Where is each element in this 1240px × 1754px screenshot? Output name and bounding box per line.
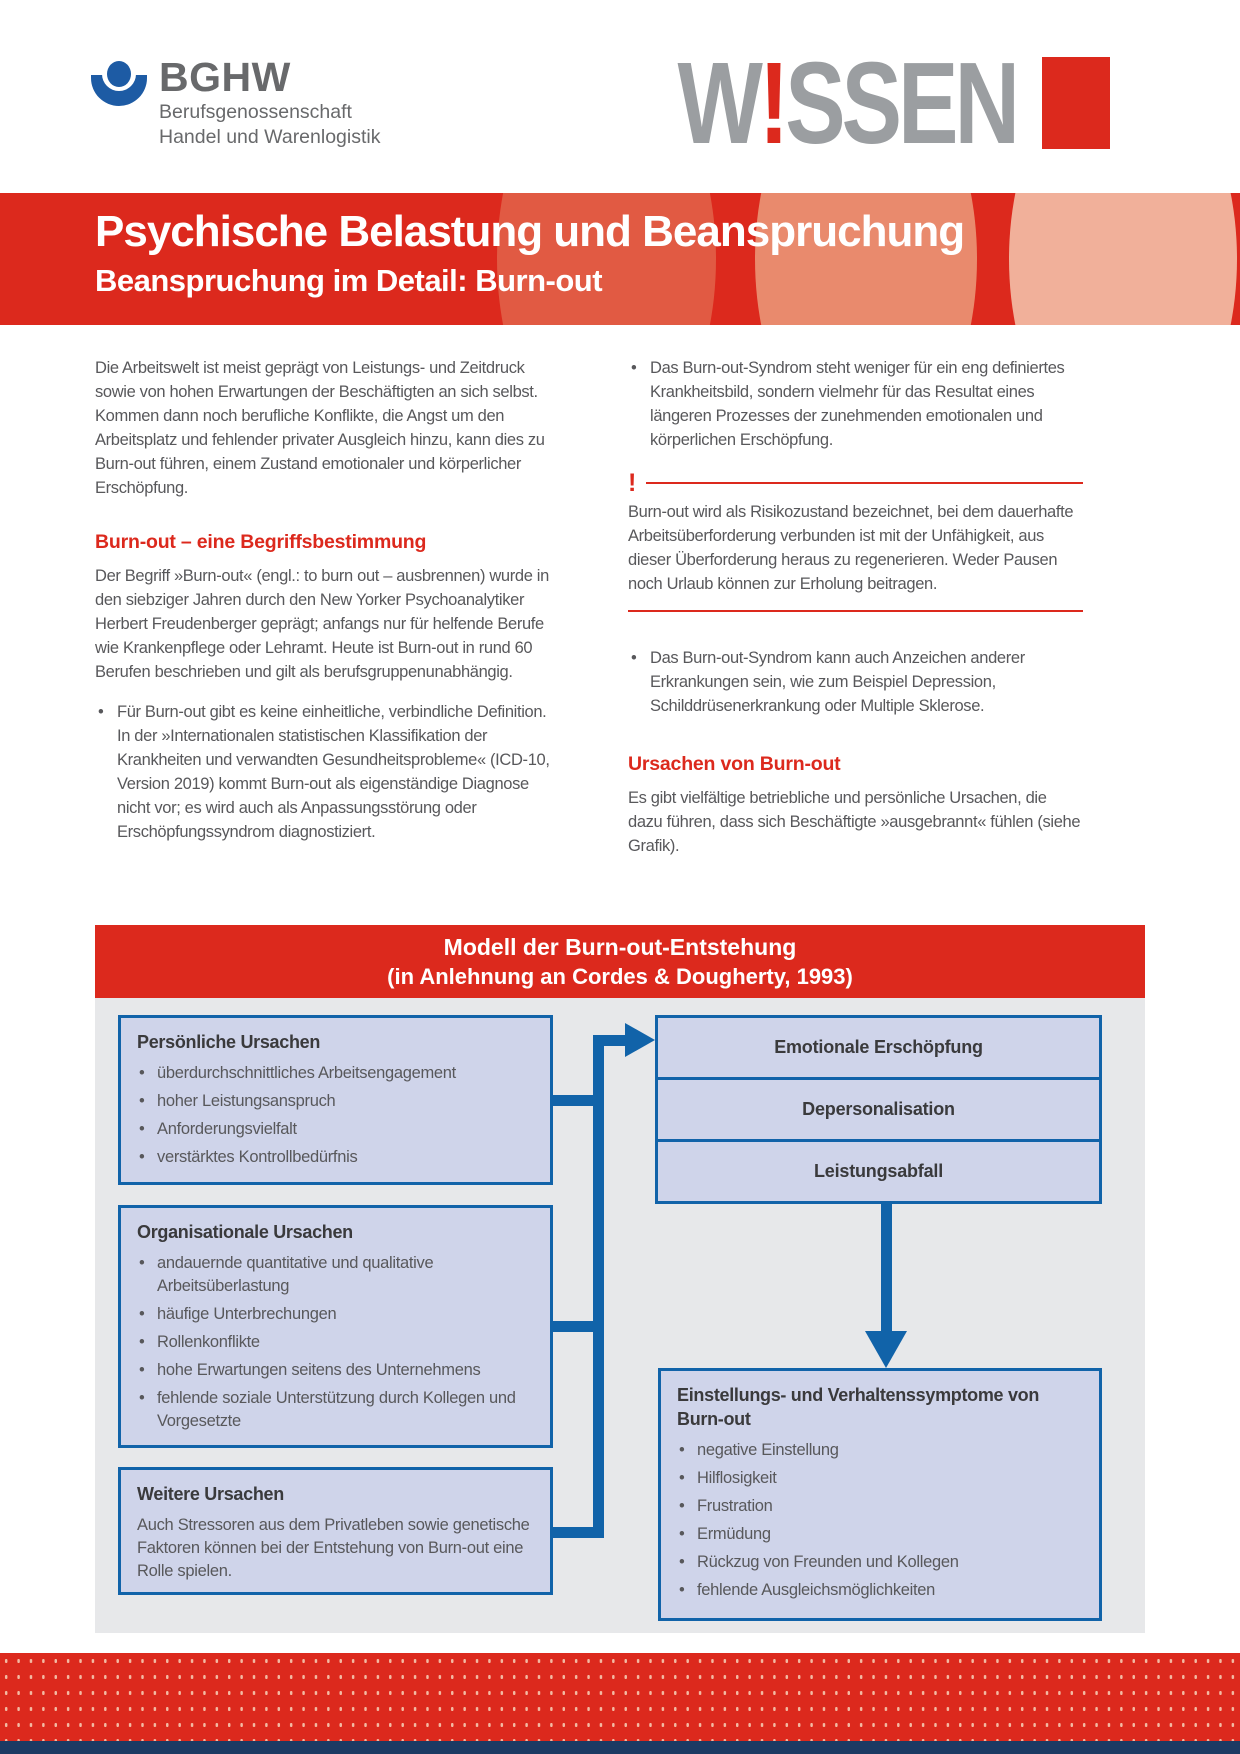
wissen-exclamation: !: [758, 38, 786, 168]
diagram-box-personal-causes: [118, 1015, 553, 1185]
box-title: Einstellungs- und Verhaltenssymptome von Burn-out: [677, 1385, 1040, 1429]
list-item: • Ermüdung: [677, 1523, 1083, 1546]
wissen-part1: W: [677, 38, 759, 168]
left-column: [95, 356, 550, 858]
syndrome-bullet-list: [628, 356, 1083, 452]
banner-circle-3: [1009, 193, 1237, 325]
diagram-box-organisational-causes: [118, 1205, 553, 1448]
list-item: • verstärktes Kontrollbedürfnis: [137, 1146, 534, 1169]
wissen-red-square: [1042, 57, 1110, 149]
callout-header: [628, 469, 1083, 497]
box-text: Auch Stressoren aus dem Privatleben sowie genetische Faktoren können bei der Entstehung von Burn-out eine Rolle spielen.: [137, 1516, 530, 1580]
other-illness-bullet-list: [628, 646, 1083, 718]
diagram-title-line2: (in Anlehnung an Cordes & Dougherty, 1993): [387, 963, 853, 989]
list-item: • Rollenkonflikte: [137, 1331, 534, 1354]
bghw-logo-text: [159, 54, 380, 150]
bghw-logo: [91, 54, 380, 150]
box-bullet-list: [137, 1252, 534, 1433]
list-item: • fehlende Ausgleichsmöglichkeiten: [677, 1579, 1083, 1602]
arrow-right-icon: [625, 1023, 655, 1057]
bghw-acronym: BGHW: [159, 54, 291, 100]
box-bullet-list: [137, 1062, 534, 1169]
footer-dot-pattern-band: [0, 1653, 1240, 1741]
diagram-box-symptoms: [658, 1368, 1102, 1621]
wissen-part2: SSEN: [785, 38, 1016, 168]
box-title: Weitere Ursachen: [137, 1484, 284, 1504]
exclamation-icon: !: [628, 469, 636, 497]
diagram-title-line1: Modell der Burn-out-Entstehung: [443, 933, 797, 960]
warning-callout: [628, 469, 1083, 612]
list-item: • überdurchschnittliches Arbeitsengagement: [137, 1062, 534, 1085]
definition-bullet-list: [95, 700, 550, 844]
connector-other-stub: [550, 1527, 604, 1538]
box-title: Persönliche Ursachen: [137, 1032, 321, 1052]
diagram-stage-stack: [655, 1015, 1102, 1204]
diagram-box-other-causes: [118, 1467, 553, 1595]
list-item: • negative Einstellung: [677, 1439, 1083, 1462]
diagram-body: [95, 998, 1145, 1633]
list-item: • Rückzug von Freunden und Kollegen: [677, 1551, 1083, 1574]
bghw-mark-head: [107, 61, 131, 87]
box-title: Organisationale Ursachen: [137, 1222, 353, 1242]
stage-performance-drop: Leistungsabfall: [658, 1139, 1099, 1201]
stage-emotional-exhaustion: Emotionale Erschöpfung: [774, 1037, 983, 1057]
callout-text: Burn-out wird als Risikozustand bezeichnet, bei dem dauerhafte Arbeitsüberforderung verbunden ist mit der Unfähigkeit, aus dieser Überforderung heraus zu regenerieren. Weder Pausen noch Urlaub können zur Erholung beitragen.: [628, 500, 1083, 612]
title-banner: [0, 193, 1240, 325]
bghw-subline-2: Handel und Warenlogistik: [159, 126, 381, 148]
page-subtitle: Beanspruchung im Detail: Burn-out: [95, 263, 603, 298]
list-item: • Das Burn-out-Syndrom kann auch Anzeichen anderer Erkrankungen sein, wie zum Beispiel Depression, Schilddrüsenerkrankung oder Multiple Sklerose.: [628, 646, 1083, 718]
list-item: • hoher Leistungsanspruch: [137, 1090, 534, 1113]
connector-down-line: [881, 1203, 892, 1333]
connector-personal-stub: [550, 1095, 604, 1106]
wissen-wordmark: [677, 38, 1016, 168]
definition-paragraph: Der Begriff »Burn-out« (engl.: to burn out – ausbrennen) wurde in den siebziger Jahren durch den New Yorker Psychoanalytiker Herbert Freudenberger geprägt; anfangs nur für helfende Berufe wie Krankenpflege oder Lehramt. Heute ist Burn-out in rund 60 Berufen beschrieben und gilt als berufsgruppenunabhängig.: [95, 567, 549, 681]
connector-trunk-line: [593, 1035, 604, 1538]
section-heading-causes: Ursachen von Burn-out: [628, 753, 841, 775]
list-item: • Anforderungsvielfalt: [137, 1118, 534, 1141]
box-bullet-list: [677, 1439, 1083, 1602]
list-item: • Das Burn-out-Syndrom steht weniger für ein eng definiertes Krankheitsbild, sondern vielmehr für das Resultat eines längeren Prozesses der zunehmenden emotionalen und körperlichen Erschöpfung.: [628, 356, 1083, 452]
right-column: [628, 356, 1083, 858]
burnout-model-diagram: [95, 925, 1145, 1633]
stage-depersonalisation: Depersonalisation: [658, 1077, 1099, 1139]
list-item: • fehlende soziale Unterstützung durch Kollegen und Vorgesetzte: [137, 1387, 534, 1433]
intro-paragraph: Die Arbeitswelt ist meist geprägt von Leistungs- und Zeitdruck sowie von hohen Erwartungen der Beschäftigten an sich selbst. Kommen dann noch berufliche Konflikte, die Angst um den Arbeitsplatz und fehlender privater Ausgleich hinzu, kann dies zu Burn-out führen, einem Zustand emotionaler und körperlicher Erschöpfung.: [95, 359, 545, 497]
section-heading-definition: Burn-out – eine Begriffsbestimmung: [95, 531, 427, 553]
connector-arm: [593, 1035, 627, 1046]
list-item: • hohe Erwartungen seitens des Unternehmens: [137, 1359, 534, 1382]
footer-navy-bar: [0, 1741, 1240, 1754]
list-item: • andauernde quantitative und qualitative Arbeitsüberlastung: [137, 1252, 534, 1298]
diagram-header: [95, 925, 1145, 998]
list-item: • häufige Unterbrechungen: [137, 1303, 534, 1326]
arrow-down-icon: [865, 1331, 907, 1368]
page-title: Psychische Belastung und Beanspruchung: [95, 207, 965, 256]
wissen-logo: [582, 38, 1110, 168]
bghw-logo-icon: [91, 60, 147, 112]
connector-organisational-stub: [550, 1321, 604, 1332]
callout-top-rule: [646, 482, 1083, 484]
list-item: • Für Burn-out gibt es keine einheitliche, verbindliche Definition. In der »Internationalen statistischen Klassifikation der Krankheiten und verwandten Gesundheitsprobleme« (ICD-10, Version 2019) kommt Burn-out als eigenständige Diagnose nicht vor; es wird auch als Anpassungsstörung oder Erschöpfungssyndrom diagnostiziert.: [95, 700, 550, 844]
causes-paragraph: Es gibt vielfältige betriebliche und persönliche Ursachen, die dazu führen, dass sich Beschäftigte »ausgebrannt« fühlen (siehe Grafik).: [628, 789, 1081, 855]
list-item: • Frustration: [677, 1495, 1083, 1518]
list-item: • Hilflosigkeit: [677, 1467, 1083, 1490]
body-text: [95, 356, 1145, 858]
bghw-subline-1: Berufsgenossenschaft: [159, 101, 352, 123]
